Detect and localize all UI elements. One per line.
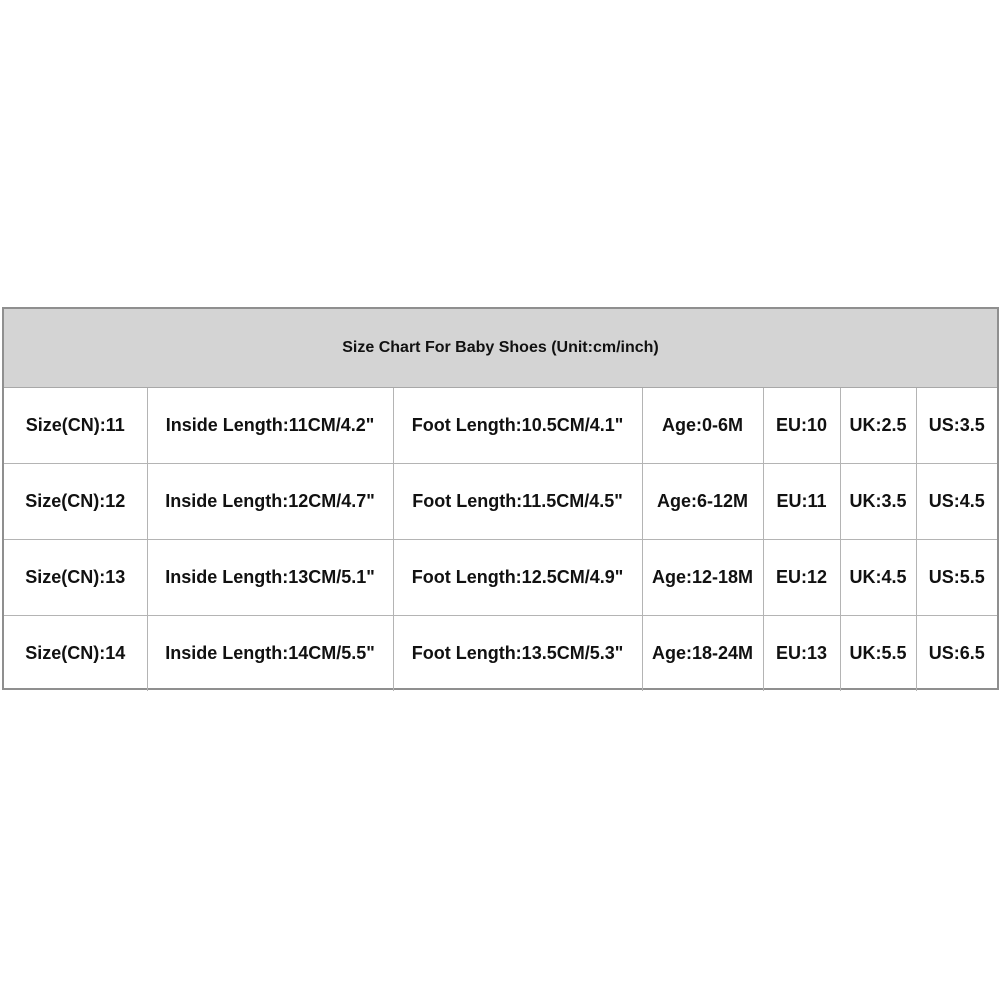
foot-length-cell: Foot Length:10.5CM/4.1" [393,388,642,464]
us-size-cell: US:4.5 [916,464,997,540]
us-size-cell: US:5.5 [916,540,997,616]
age-cell: Age:0-6M [642,388,763,464]
table-row [4,388,997,464]
age-cell: Age:18-24M [642,616,763,692]
size-table [4,388,997,691]
us-size-cell: US:3.5 [916,388,997,464]
table-row [4,540,997,616]
uk-size-cell: UK:2.5 [840,388,916,464]
inside-length-cell: Inside Length:12CM/4.7" [147,464,393,540]
foot-length-cell: Foot Length:13.5CM/5.3" [393,616,642,692]
table-row [4,464,997,540]
size-cn-cell: Size(CN):14 [4,616,147,692]
eu-size-cell: EU:10 [763,388,840,464]
chart-title: Size Chart For Baby Shoes (Unit:cm/inch) [4,309,997,388]
inside-length-cell: Inside Length:11CM/4.2" [147,388,393,464]
age-cell: Age:6-12M [642,464,763,540]
uk-size-cell: UK:5.5 [840,616,916,692]
uk-size-cell: UK:4.5 [840,540,916,616]
eu-size-cell: EU:11 [763,464,840,540]
inside-length-cell: Inside Length:13CM/5.1" [147,540,393,616]
age-cell: Age:12-18M [642,540,763,616]
uk-size-cell: UK:3.5 [840,464,916,540]
foot-length-cell: Foot Length:12.5CM/4.9" [393,540,642,616]
size-chart [2,307,999,690]
inside-length-cell: Inside Length:14CM/5.5" [147,616,393,692]
size-cn-cell: Size(CN):13 [4,540,147,616]
us-size-cell: US:6.5 [928,643,985,663]
eu-size-cell: EU:13 [763,616,840,692]
foot-length-cell: Foot Length:11.5CM/4.5" [393,464,642,540]
table-row [4,616,997,692]
eu-size-cell: EU:12 [763,540,840,616]
size-cn-cell: Size(CN):12 [4,464,147,540]
size-cn-cell: Size(CN):11 [4,388,147,464]
